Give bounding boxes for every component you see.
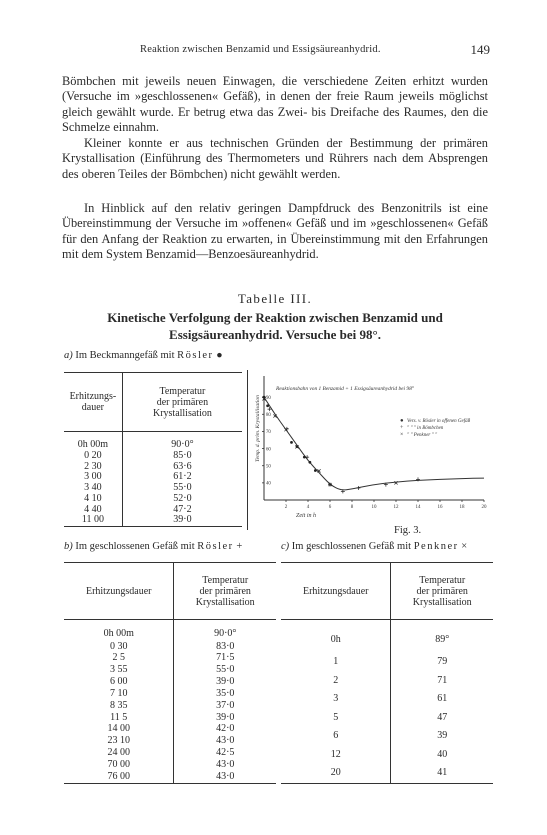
table-row: 5 47 bbox=[281, 709, 493, 728]
figure-divider bbox=[247, 370, 248, 530]
table-row: 14 00 42·0 bbox=[64, 724, 276, 736]
figure-label: Fig. 3. bbox=[394, 525, 422, 536]
table-row: 4 40 47·2 bbox=[64, 505, 242, 516]
data-point-dot bbox=[290, 441, 293, 444]
table-heading: Tabelle III. bbox=[237, 291, 313, 306]
x-tick-label: 12 bbox=[393, 505, 399, 510]
x-tick-label: 6 bbox=[328, 505, 332, 510]
subtable-b-name: Rösler bbox=[197, 541, 234, 552]
x-tick-label: 16 bbox=[437, 505, 443, 510]
table-b-col1-header: Erhitzungsdauer bbox=[64, 563, 174, 620]
reaction-chart bbox=[250, 370, 490, 532]
y-tick-label: 90 bbox=[266, 395, 271, 401]
subtable-b-letter: b) bbox=[64, 541, 73, 552]
data-point-plus bbox=[356, 486, 360, 490]
table-c-col2-header: Temperatur der primären Krystallisation bbox=[391, 563, 493, 620]
subtable-c-label bbox=[281, 541, 467, 552]
table-a bbox=[64, 372, 242, 527]
table-a-col2-header: Temperatur der primären Krystallisation bbox=[122, 373, 242, 432]
chart-title: Reaktionsbahn von 1 Benzamid + 1 Essigsäureanhydrid bei 98° bbox=[276, 386, 414, 392]
reaction-curve bbox=[264, 397, 484, 490]
table-row: 3 55 55·0 bbox=[64, 665, 276, 677]
cross-marker-icon: × bbox=[461, 541, 468, 552]
subtable-c-text: Im geschlossenen Gefäß mit bbox=[291, 541, 412, 552]
table-row: 7 10 35·0 bbox=[64, 688, 276, 700]
table-c-col1-header: Erhitzungsdauer bbox=[281, 563, 391, 620]
paragraph-2 bbox=[62, 136, 488, 182]
x-tick-label: 14 bbox=[415, 505, 421, 510]
table-row: 0h 00m 90·0° bbox=[64, 620, 276, 641]
y-tick-label: 70 bbox=[266, 430, 271, 436]
subtable-a-name: Rösler bbox=[177, 350, 214, 361]
table-caption-line-1: Kinetische Verfolgung der Reaktion zwischen Benzamid und bbox=[107, 310, 443, 325]
running-header bbox=[62, 44, 490, 60]
table-row: 2 71 bbox=[281, 672, 493, 691]
table-c bbox=[281, 562, 493, 784]
table-row: 11 5 39·0 bbox=[64, 712, 276, 724]
table-row: 70 00 43·0 bbox=[64, 759, 276, 771]
x-tick-label: 8 bbox=[350, 505, 354, 510]
y-tick-label: 50 bbox=[266, 464, 271, 470]
table-row: 20 41 bbox=[281, 764, 493, 783]
paragraph-1-text: Bömbchen mit jeweils neuen Einwagen, die verschiedene Zeiten erhitzt wurden (Versuche im »geschlossenen« Gefäß), in denen der freie Raum jeweils möglichst gleich gewählt wurde. Er betrug etwa das Zwei- bis Dreifache des Raumes, den die Schmelze einnahm. bbox=[62, 74, 488, 135]
table-row: 0 20 85·0 bbox=[64, 451, 242, 462]
x-tick-label: 10 bbox=[371, 505, 377, 510]
paragraph-3 bbox=[62, 201, 488, 263]
table-row: 0h 00m 90·0° bbox=[64, 432, 242, 451]
x-tick-label: 4 bbox=[306, 505, 310, 510]
paragraph-1 bbox=[62, 74, 488, 136]
data-point-plus bbox=[305, 455, 309, 459]
table-row: 12 40 bbox=[281, 746, 493, 765]
subtable-a-letter: a) bbox=[64, 350, 73, 361]
table-row: 2 5 71·5 bbox=[64, 653, 276, 665]
page-number: 149 bbox=[470, 42, 490, 57]
x-tick-label: 2 bbox=[284, 505, 288, 510]
y-tick-label: 60 bbox=[266, 447, 271, 453]
legend-label-penkner: " " Penkner " " bbox=[407, 433, 438, 438]
paragraph-2-text: Kleiner konnte er aus technischen Gründen der Bestimmung der primären Krystallisation (Einführung des Thermometers und Rührers nach dem Absprengen des oberen Teiles der Bömbchen) nicht gewählt werden. bbox=[62, 136, 488, 181]
table-row: 2 30 63·6 bbox=[64, 462, 242, 473]
y-tick-label: 40 bbox=[266, 481, 271, 487]
chart-legend bbox=[400, 418, 471, 438]
table-row: 11 00 39·0 bbox=[64, 515, 242, 526]
x-axis-label: Zeit in h bbox=[296, 513, 317, 519]
y-axis-label: Temp. d. prim. Krystallisation bbox=[255, 395, 261, 462]
legend-marker-plus: + bbox=[400, 425, 404, 431]
y-tick-label: 80 bbox=[266, 413, 271, 419]
table-b-col2-header: Temperatur der primären Krystallisation bbox=[174, 563, 276, 620]
table-row: 23 10 43·0 bbox=[64, 736, 276, 748]
table-row: 1 79 bbox=[281, 653, 493, 672]
table-row: 0 30 83·0 bbox=[64, 641, 276, 653]
table-row: 0h 89° bbox=[281, 620, 493, 654]
legend-label-open: Vers. v. Rösler in offenen Gefäß bbox=[407, 419, 471, 424]
table-row: 6 39 bbox=[281, 727, 493, 746]
legend-label-bomb: " " " in Bömbchen bbox=[407, 426, 444, 431]
legend-marker-dot: ● bbox=[400, 418, 404, 424]
subtable-c-letter: c) bbox=[281, 541, 290, 552]
table-b bbox=[64, 562, 276, 784]
running-title: Reaktion zwischen Benzamid und Essigsäureanhydrid. bbox=[140, 44, 381, 55]
table-caption-line-2: Essigsäureanhydrid. Versuche bei 98°. bbox=[169, 327, 381, 342]
data-point-dot bbox=[266, 404, 269, 407]
table-row: 6 00 39·0 bbox=[64, 676, 276, 688]
subtable-a-label bbox=[64, 350, 223, 361]
x-tick-label: 20 bbox=[481, 505, 487, 510]
table-row: 8 35 37·0 bbox=[64, 700, 276, 712]
table-row: 3 00 61·2 bbox=[64, 472, 242, 483]
table-row: 3 40 55·0 bbox=[64, 483, 242, 494]
data-point-dot bbox=[314, 469, 317, 472]
table-row: 76 00 43·0 bbox=[64, 771, 276, 783]
subtable-b-label bbox=[64, 541, 242, 552]
table-row: 24 00 42·5 bbox=[64, 747, 276, 759]
legend-marker-cross: × bbox=[400, 432, 404, 438]
subtable-b-text: Im geschlossenen Gefäß mit bbox=[75, 541, 195, 552]
x-tick-label: 18 bbox=[459, 505, 465, 510]
table-caption bbox=[62, 309, 488, 343]
subtable-a-text: Im Beckmanngefäß mit bbox=[75, 350, 175, 361]
table-a-col1-header: Erhitzungs- dauer bbox=[64, 373, 122, 432]
data-point-dot bbox=[308, 461, 311, 464]
subtable-c-name: Penkner bbox=[413, 541, 459, 552]
table-row: 4 10 52·0 bbox=[64, 494, 242, 505]
table-row: 3 61 bbox=[281, 690, 493, 709]
dot-marker-icon: ● bbox=[216, 350, 223, 361]
plus-marker-icon: + bbox=[236, 541, 243, 552]
paragraph-3-text: In Hinblick auf den relativ geringen Dampfdruck des Benzonitrils ist eine Übereinstimmung der Versuche im »offenen« Gefäß und im »geschlossenen« Gefäß für den Anfang der Reaktion zu erwarten, in Übereinstimmung mit den Erfahrungen mit dem System Benzamid—Benzoesäureanhydrid. bbox=[62, 201, 488, 262]
